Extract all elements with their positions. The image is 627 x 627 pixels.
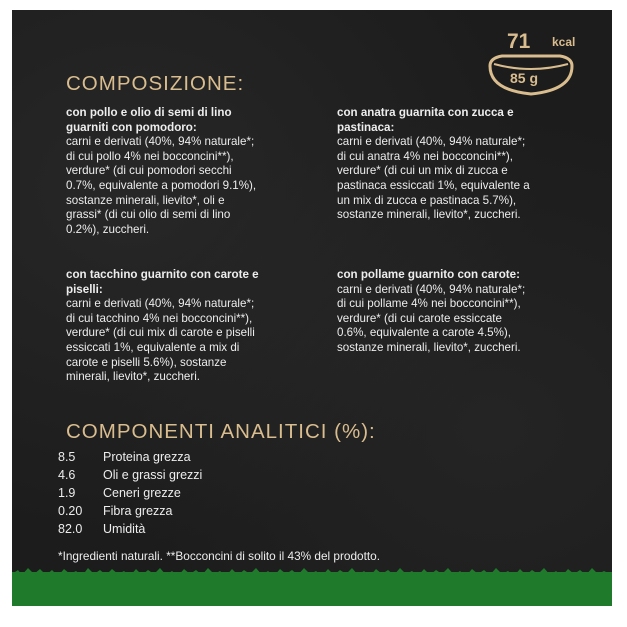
- recipe-body-line: essiccati 1%, equivalente a mix di: [66, 340, 240, 354]
- recipe-body-line: pastinaca essiccati 1%, equivalente a: [337, 178, 530, 192]
- analysis-value: 82.0: [58, 522, 83, 536]
- analysis-value: 1.9: [58, 486, 76, 500]
- recipe-body-line: 0.7%, equivalente a pomodori 9.1%),: [66, 178, 257, 192]
- recipe-pollo: [66, 106, 326, 237]
- recipe-title-line: con anatra guarnita con zucca e: [337, 106, 514, 119]
- analysis-label: Ceneri grezze: [103, 486, 181, 500]
- weight-value: 85 g: [510, 70, 539, 86]
- recipe-body-line: carni e derivati (40%, 94% naturale*;: [66, 297, 255, 311]
- recipe-title-line: con tacchino guarnito con carote e: [66, 268, 259, 281]
- analysis-label: Proteina grezza: [103, 450, 191, 464]
- analysis-row: [58, 450, 191, 464]
- grass-edge: [12, 566, 612, 580]
- recipe-body-line: carote e piselli 5.6%), sostanze: [66, 355, 227, 369]
- recipe-body-line: di cui pollame 4% nei bocconcini**),: [337, 297, 521, 311]
- recipe-body-line: carni e derivati (40%, 94% naturale*;: [66, 135, 255, 149]
- analysis-label: Oli e grassi grezzi: [103, 468, 203, 482]
- recipe-pollame: [337, 268, 597, 356]
- kcal-value: 71: [507, 30, 531, 53]
- recipe-body-line: di cui tacchino 4% nei bocconcini**),: [66, 311, 253, 325]
- recipe-body-line: sostanze minerali, lievito*, zuccheri.: [337, 340, 521, 354]
- recipe-body-line: minerali, lievito*, zuccheri.: [66, 370, 201, 384]
- recipe-body-line: carni e derivati (40%, 94% naturale*;: [337, 135, 526, 149]
- analysis-value: 0.20: [58, 504, 83, 518]
- recipe-body-line: verdure* (di cui carote essiccate: [337, 311, 502, 325]
- analysis-row: [58, 486, 181, 500]
- recipe-body-line: sostanze minerali, lievito*, oli e: [66, 193, 225, 207]
- recipe-title-line: pastinaca:: [337, 120, 395, 134]
- analysis-row: [58, 522, 145, 536]
- analysis-label: Umidità: [103, 522, 146, 536]
- recipe-body-line: 0.6%, equivalente a carote 4.5%),: [337, 326, 512, 340]
- recipe-body-line: verdure* (di cui pomodori secchi: [66, 164, 232, 178]
- recipe-body-line: un mix di zucca e pastinaca 5.7%),: [337, 193, 517, 207]
- footnote: *Ingredienti naturali. **Bocconcini di solito il 43% del prodotto.: [58, 549, 380, 563]
- recipe-anatra: [337, 106, 597, 223]
- recipe-tacchino: [66, 268, 326, 385]
- analysis-title: COMPONENTI ANALITICI (%):: [66, 420, 376, 443]
- recipe-body-line: grassi* (di cui olio di semi di lino: [66, 208, 231, 222]
- recipe-body-line: 0.2%), zuccheri.: [66, 222, 150, 236]
- composition-title: COMPOSIZIONE:: [66, 72, 245, 95]
- recipe-title-line: guarniti con pomodoro:: [66, 120, 197, 134]
- recipe-body-line: di cui anatra 4% nei bocconcini**),: [337, 149, 513, 163]
- recipe-title-line: piselli:: [66, 282, 103, 296]
- kcal-unit: kcal: [552, 35, 576, 49]
- recipe-body-line: verdure* (di cui mix di carote e piselli: [66, 326, 255, 340]
- analysis-label: Fibra grezza: [103, 504, 173, 518]
- recipe-body-line: sostanze minerali, lievito*, zuccheri.: [337, 208, 521, 222]
- recipe-body-line: verdure* (di cui un mix di zucca e: [337, 164, 508, 178]
- recipe-title-line: con pollo e olio di semi di lino: [66, 106, 232, 119]
- analysis-value: 8.5: [58, 450, 76, 464]
- recipe-title-line: con pollame guarnito con carote:: [337, 268, 520, 281]
- recipe-body-line: carni e derivati (40%, 94% naturale*;: [337, 282, 526, 296]
- analysis-row: [58, 468, 202, 482]
- recipe-body-line: di cui pollo 4% nei bocconcini**),: [66, 149, 234, 163]
- analysis-value: 4.6: [58, 468, 76, 482]
- analysis-row: [58, 504, 172, 518]
